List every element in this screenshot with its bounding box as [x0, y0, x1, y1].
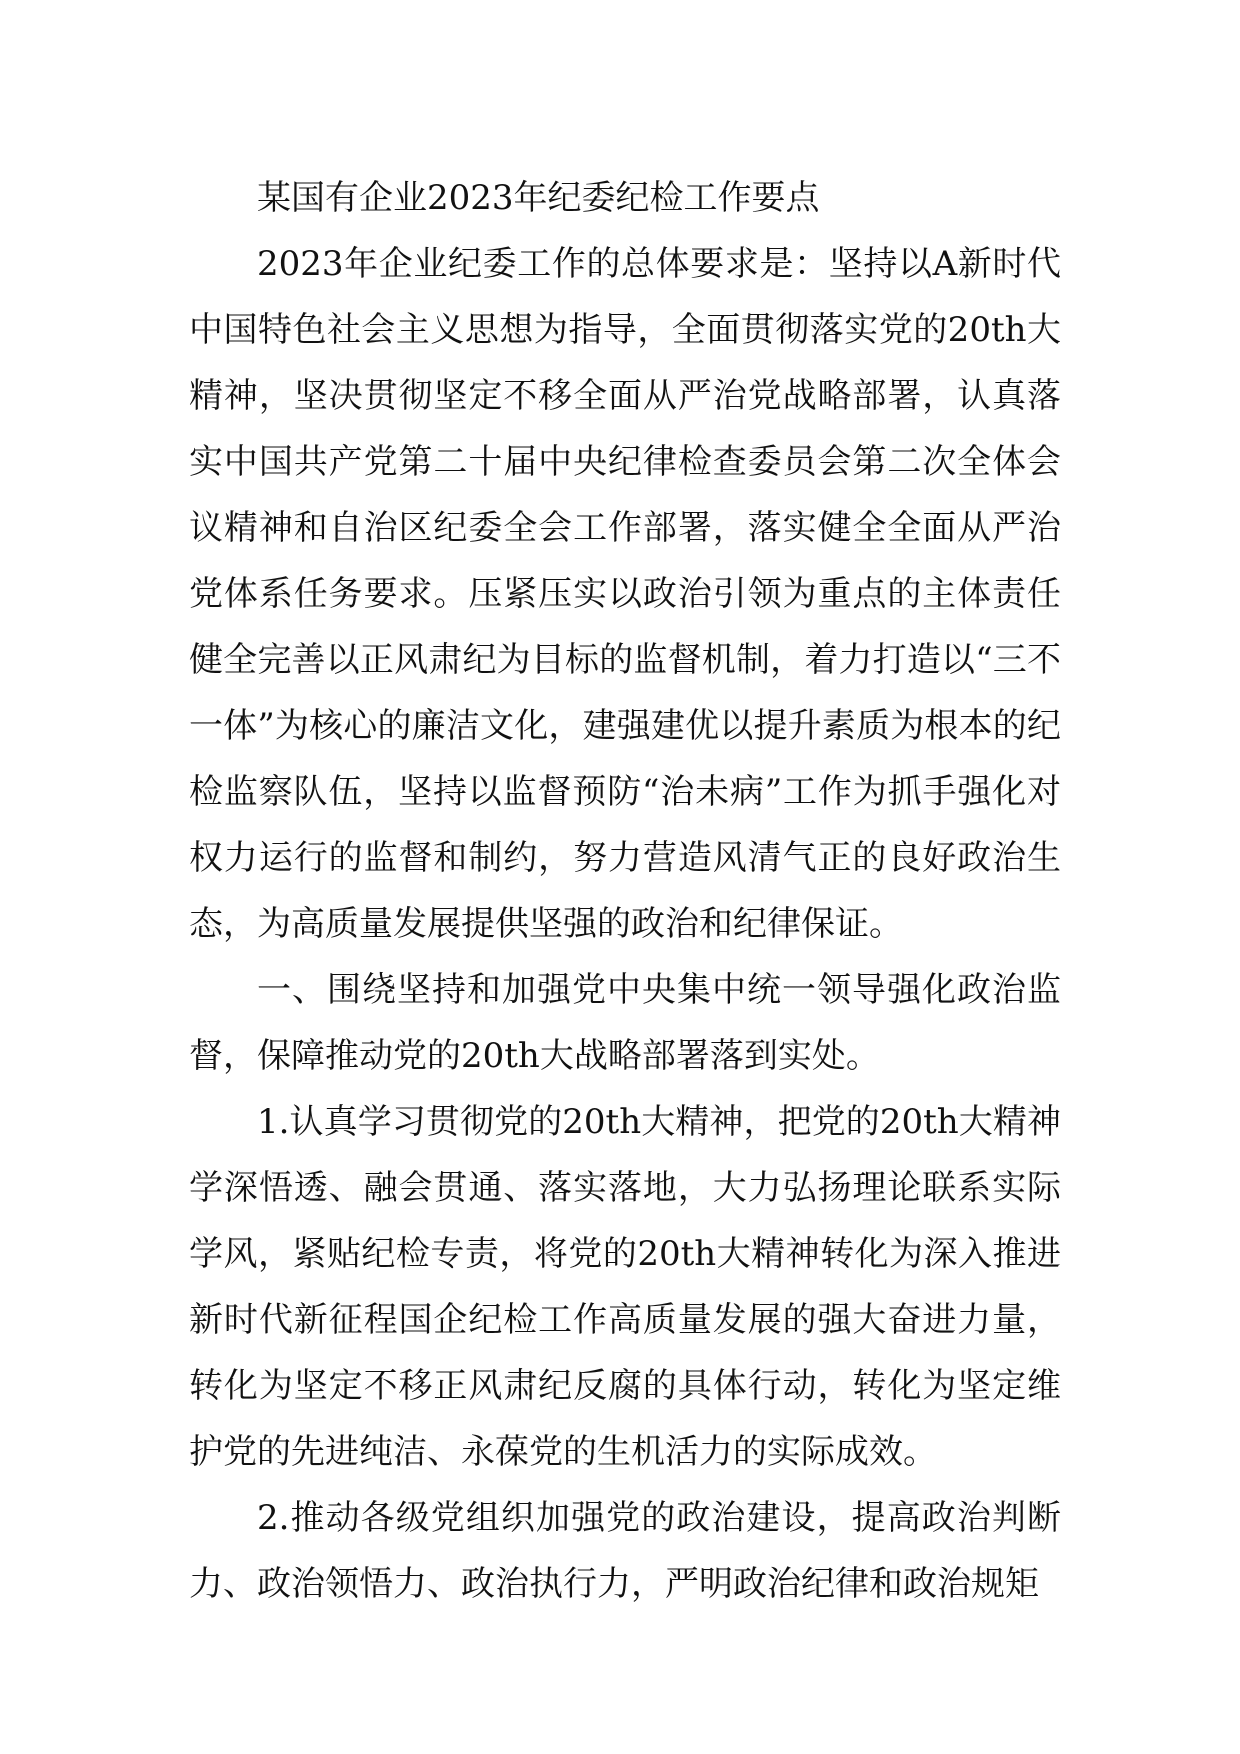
paragraph-overall-requirements: 2023年企业纪委工作的总体要求是：坚持以A新时代中国特色社会主义思想为指导，全面贯彻落实党的20th大精神，坚决贯彻坚定不移全面从严治党战略部署，认真落实中国共产党第二十届中央纪律检查委员会第二次全体会议精神和自治区纪委全会工作部署，落实健全全面从严治党体系任务要求。压紧压实以政治引领为重点的主体责任健全完善以正风肃纪为目标的监督机制，着力打造以“三不一体”为核心的廉洁文化，建强建优以提升素质为根本的纪检监察队伍，坚持以监督预防“治未病”工作为抓手强化对权力运行的监督和制约，努力营造风清气正的良好政治生态，为高质量发展提供坚强的政治和纪律保证。: [189, 244, 1061, 944]
document-body: [189, 165, 1061, 1617]
document-title: 某国有企业2023年纪委纪检工作要点: [257, 178, 820, 218]
section-heading-1: 一、围绕坚持和加强党中央集中统一领导强化政治监督，保障推动党的20th大战略部署落到实处。: [189, 970, 1061, 1076]
list-item-2: 2.推动各级党组织加强党的政治建设，提高政治判断力、政治领悟力、政治执行力，严明政治纪律和政治规矩: [189, 1498, 1061, 1604]
list-item-1: 1.认真学习贯彻党的20th大精神，把党的20th大精神学深悟透、融会贯通、落实落地，大力弘扬理论联系实际学风，紧贴纪检专责，将党的20th大精神转化为深入推进新时代新征程国企纪检工作高质量发展的强大奋进力量，转化为坚定不移正风肃纪反腐的具体行动，转化为坚定维护党的先进纯洁、永葆党的生机活力的实际成效。: [189, 1102, 1061, 1472]
